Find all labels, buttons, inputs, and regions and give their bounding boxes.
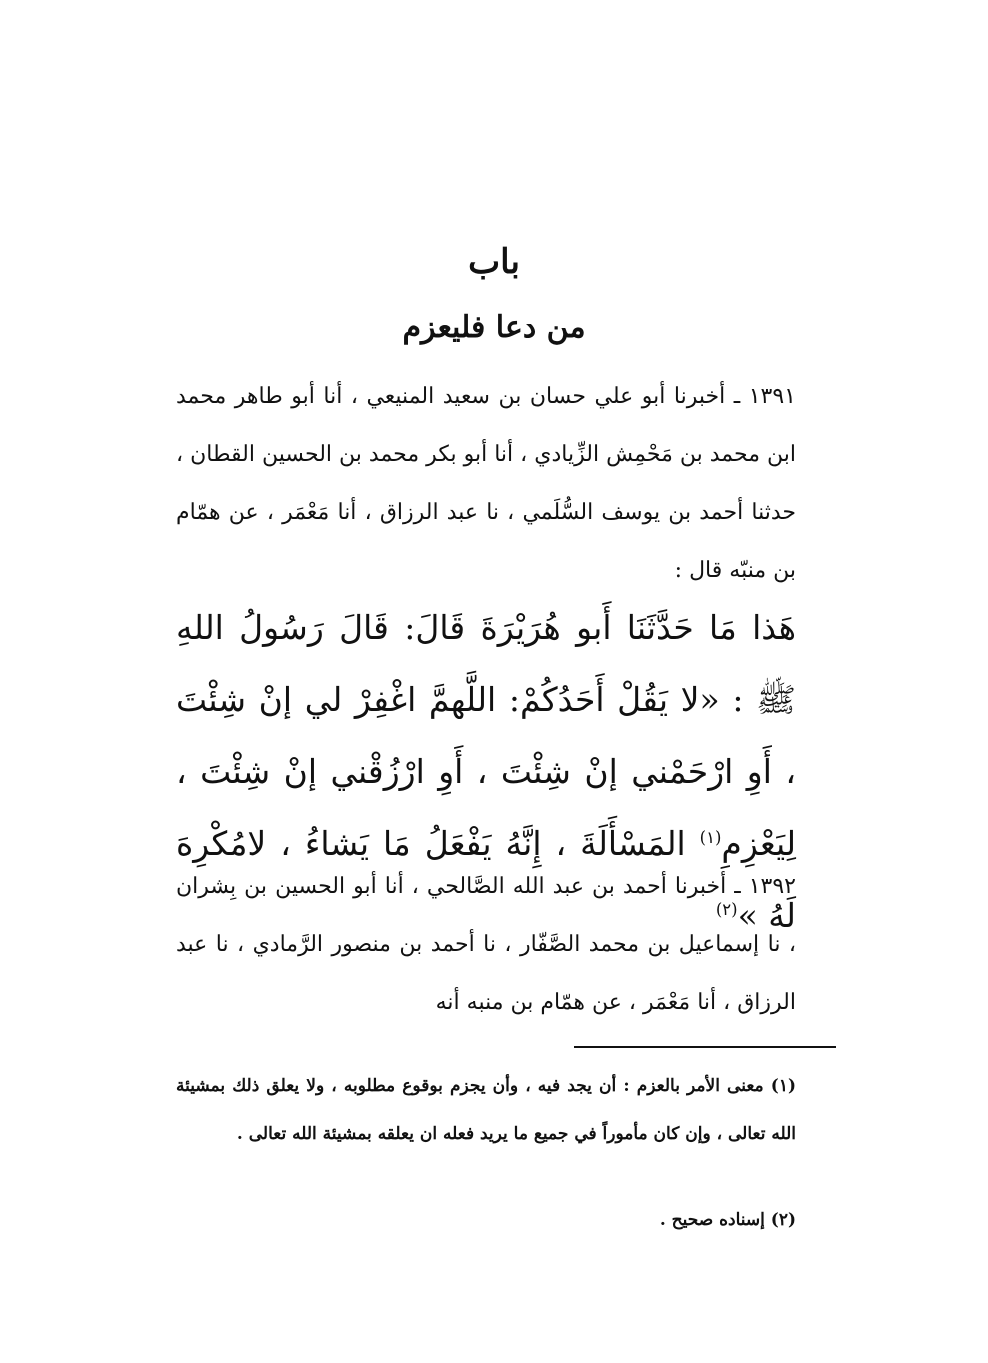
footnote-ref-2: (٢) [715, 900, 738, 919]
hadith-1392-isnad: ١٣٩٢ ـ أخبرنا أحمد بن عبد الله الصَّالحي ، أنا أبو الحسين بن بِشران ، نا إسماعيل بن محمد الصَّفّار ، نا أحمد بن منصور الرَّمادي ، نا عبد الرزاق ، أنا مَعْمَر ، عن همّام بن منبه أنه [176, 874, 796, 1015]
chapter-label: باب [468, 242, 520, 282]
footnote-1: (١) معنى الأمر بالعزم : أن يجد فيه ، وأن يجزم بوقوع مطلوبه ، ولا يعلق ذلك بمشيئة الله تعالى ، وإن كان مأموراً في جميع ما يريد فعله ان يعلقه بمشيئة الله تعالى . [176, 1076, 796, 1144]
chapter-title: من دعا فليعزم [402, 310, 586, 345]
footnote-divider [574, 1046, 836, 1048]
matn-body-2: المَسْأَلَةَ ، إِنَّهُ يَفْعَلُ مَا يَشاءُ ، لامُكْرِهَ لَهُ » [176, 824, 796, 935]
footnote-ref-1: (١) [699, 828, 722, 847]
hadith-1391-isnad: ١٣٩١ ـ أخبرنا أبو علي حسان بن سعيد المنيعي ، أنا أبو طاهر محمد ابن محمد بن مَحْمِش الزِّيادي ، أنا أبو بكر محمد بن الحسين القطان ، حدثنا أحمد بن يوسف السُّلَمي ، نا عبد الرزاق ، أنا مَعْمَر ، عن همّام بن منبّه قال : [176, 384, 796, 583]
matn-body: «لا يَقُلْ أَحَدُكُمْ: اللَّهمَّ اغْفِرْ لي إنْ شِئْتَ ، أَوِ ارْحَمْني إنْ شِئْتَ ، أَوِ ارْزُقْني إنْ شِئْتَ ، لِيَعْزِمِ [176, 680, 796, 863]
footnote-2: (٢) إسناده صحيح . [659, 1210, 796, 1230]
matn-intro: هَذا مَا حَدَّثَنَا أَبو هُرَيْرَةَ قَالَ: قَالَ رَسُولُ اللهِ ﷺ : [176, 608, 796, 719]
